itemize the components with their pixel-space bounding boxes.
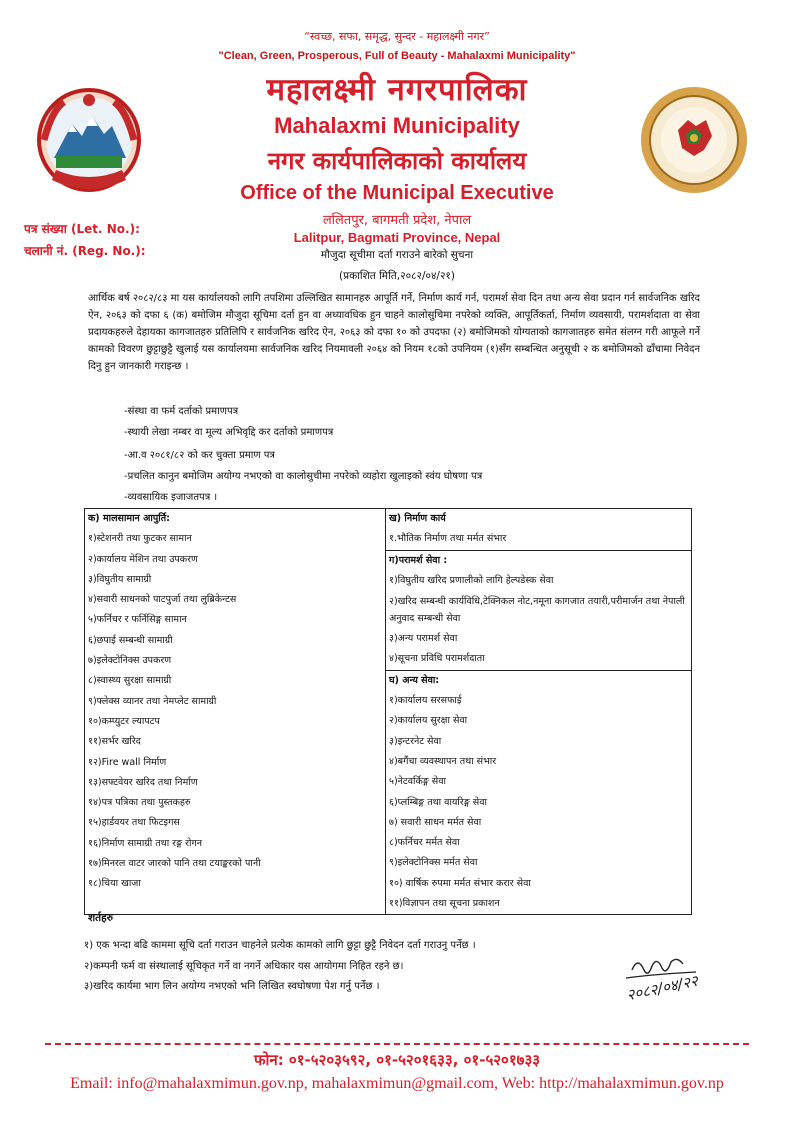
goods-item: १८)चिया खाजा <box>88 878 141 890</box>
other-service-item: ४)बगैंचा व्यवस्थापन तथा संभार <box>389 755 497 767</box>
condition-item: १) एक भन्दा बढि काममा सूचि दर्ता गराउन चाहनेले प्रत्येक कामको लागि छुट्टा छुट्टै निवेदन दर्ता गराउनु पर्नेछ । <box>84 940 476 951</box>
services-column <box>386 509 692 915</box>
slogan-nepali: “स्वच्छ, सफा, समृद्ध, सुन्दर - महालक्ष्मी नगर” <box>304 30 490 43</box>
goods-item: १२)Fire wall निर्माण <box>88 756 167 768</box>
construction-item: १.भौतिक निर्माण तथा मर्मत संभार <box>389 533 507 545</box>
other-service-item: ६)प्लम्बिङ्ग तथा वायरिङ्ग सेवा <box>389 796 487 808</box>
footer-divider <box>45 1043 749 1045</box>
goods-item: ८)स्वास्थ्य सुरक्षा सामाग्री <box>88 675 172 687</box>
goods-item: १५)हार्डवयर तथा फिटइगस <box>88 817 180 829</box>
municipality-name-nepali: महालक्ष्मी नगरपालिका <box>266 72 528 108</box>
other-service-item: १)कार्यालय सरसफाई <box>389 695 462 707</box>
consulting-item: ४)सूचना प्रविधि परामर्शदाता <box>389 653 485 665</box>
condition-item: ३)खरिद कार्यमा भाग लिन अयोग्य नभएको भनि लिखित स्वघोषणा पेश गर्नु पर्नेछ । <box>84 981 380 992</box>
goods-item: २)कार्यालय मेशिन तथा उपकरण <box>88 553 198 565</box>
goods-item: ७)इलेक्टोनिक्स उपकरण <box>88 655 172 667</box>
goods-item: १३)सफ्टवेयर खरिद तथा निर्माण <box>88 776 198 788</box>
goods-item: १६)निर्माण सामाग्री तथा रङ्ग रोगन <box>88 837 203 849</box>
goods-item: ४)सवारी साधनको पाटपुर्जा तथा लुब्रिकेन्टस <box>88 594 237 606</box>
other-service-item: १०) वार्षिक रुपमा मर्मत संभार करार सेवा <box>389 877 531 889</box>
other-service-item: ११)विज्ञापन तथा सूचना प्रकाशन <box>389 898 500 910</box>
published-date: (प्रकाशित मिति,२०८२/०४/२१) <box>339 270 455 282</box>
consulting-item: २)खरिद सम्बन्धी कार्यविधि,टेक्निकल नोट,नमूना कागजात तयारी,परीमार्जन तथा नेपाली अनुवाद सम्बन्धी सेवा <box>389 596 685 625</box>
office-name-english: Office of the Municipal Executive <box>240 182 554 204</box>
procurement-categories-table <box>84 508 692 915</box>
consulting-item: ३)अन्य परामर्श सेवा <box>389 633 458 645</box>
nepal-emblem-icon <box>30 84 148 202</box>
municipality-seal-icon <box>638 84 750 196</box>
consulting-header: ग)परामर्श सेवा : <box>386 550 691 571</box>
goods-item: १)स्टेशनरी तथा फुटकर सामान <box>88 533 192 545</box>
other-service-item: ७) सवारी साधन मर्मत सेवा <box>389 816 482 828</box>
goods-column <box>85 509 386 915</box>
requirement-item: -प्रचलित कानुन बमोजिम अयोग्य नभएको वा कालोसुचीमा नपरेको व्यहोरा खुलाइको स्वंय घोषणा पत्र <box>124 471 483 482</box>
consulting-item: १)विघुतीय खरिद प्रणालीको लागि हेल्पडेस्क सेवा <box>389 574 554 586</box>
office-name-nepali: नगर कार्यपालिकाको कार्यालय <box>267 147 527 175</box>
notice-subject: मौजुदा सूचीमा दर्ता गराउने बारेको सुचना <box>320 249 474 261</box>
registration-number-label: चलानी नं. (Reg. No.): <box>24 244 146 258</box>
signature <box>612 948 752 1008</box>
requirement-item: -संस्था वा फर्म दर्ताको प्रमाणपत्र <box>124 406 239 417</box>
other-service-item: ३)इन्टरनेट सेवा <box>389 735 442 747</box>
condition-item: २)कम्पनी फर्म वा संस्थालाई सूचिकृत गर्ने वा नगर्ने अधिकार यस आयोगमा निहित रहने छ। <box>84 961 404 972</box>
notice-body: आर्थिक बर्ष २०८२/८३ मा यस कार्यालयको लागि तपशिमा उल्लिखित सामानहरु आपूर्ति गर्ने, निर्माण कार्य गर्न, परामर्श सेवा दिन तथा अन्य सेवा प्रदान गर्न सार्वजनिक खरिद ऐन, २०६३ को दफा ६ (क) बमोजिम मौजुदा सूचिमा दर्ता हुन वा अध्यावधिक हुन चाहने कालोसुचिमा नपरेको व्यक्ति, आपूर्तिकर्ता, निर्माण व्यवसायी, परामर्शदाता वा सेवा प्रदायकहरुले देहायका कागजातहरु प्रतिलिपि र सार्वजनिक खरिद ऐन, २०६३ को दफा १० को उपदफा (२) बमोजिमको योग्यताको कागजातहरु समेत संलग्न गरी आफूले गर्ने कामको विवरण छुट्टाछुट्टै खुलाई यस कार्यालयमा सार्वजनिक खरिद नियमावली २०६४ को नियम १८को उपनियम (१)सँग सम्बन्धित अनुसूची २ क बमोजिमको ढाँचामा निवेदन दिनु हुन जानकारी गराइन्छ । <box>88 293 700 372</box>
signature-date: २०८२/०४/२२ <box>624 971 700 1005</box>
goods-item: ६)छपाई सम्बन्धी सामाग्री <box>88 634 173 646</box>
goods-item: ९)फ्लेक्स व्यानर तथा नेमप्लेट सामाग्री <box>88 695 217 707</box>
goods-header: क) मालसामान आपुर्ति: <box>88 513 170 524</box>
construction-header: ख) निर्माण कार्य <box>389 513 446 524</box>
goods-item: १४)पत्र पत्रिका तथा पुस्तकहरु <box>88 797 191 809</box>
goods-item: १७)मिनरल वाटर जारको पानि तथा टयाङ्करको पानी <box>88 858 261 870</box>
other-service-item: ९)इलेक्टोनिक्स मर्मत सेवा <box>389 857 478 869</box>
requirement-item: -आ.व २०८१/८२ को कर चुक्ता प्रमाण पत्र <box>124 450 275 461</box>
other-services-header: घ) अन्य सेवा: <box>386 670 691 691</box>
requirement-item: -व्यवसायिक इजाजतपत्र । <box>124 492 218 503</box>
letter-number-label: पत्र संख्या (Let. No.): <box>24 222 140 236</box>
slogan-english: "Clean, Green, Prosperous, Full of Beauty - Mahalaxmi Municipality" <box>218 50 576 62</box>
address-nepali: ललितपुर, बागमती प्रदेश, नेपाल <box>322 213 472 228</box>
municipality-name-english: Mahalaxmi Municipality <box>274 113 520 138</box>
footer-phone: फोन: ०१-५२०३५९२, ०१-५२०१६३३, ०१-५२०१७३३ <box>253 1051 541 1069</box>
goods-item: १०)कम्प्युटर ल्यापटप <box>88 715 160 727</box>
other-service-item: २)कार्यालय सुरक्षा सेवा <box>389 715 468 727</box>
other-service-item: ५)नेटवर्किङ्ग सेवा <box>389 776 446 788</box>
conditions-title: शर्तहरु <box>88 912 113 924</box>
footer-contact: Email: info@mahalaxmimun.gov.np, mahalaxmimun@gmail.com, Web: http://mahalaxmimun.gov.np <box>70 1075 724 1092</box>
requirement-item: -स्थायी लेखा नम्बर वा मूल्य अभिवृद्दि कर दर्ताको प्रमाणपत्र <box>124 427 334 438</box>
goods-item: ५)फर्निचर र फर्निसिङ्ग सामान <box>88 614 187 626</box>
address-english: Lalitpur, Bagmati Province, Nepal <box>293 230 501 245</box>
goods-item: ३)विघुतीय सामाग्री <box>88 573 152 585</box>
goods-item: ११)सर्भर खरिद <box>88 736 141 748</box>
other-service-item: ८)फर्निचर मर्मत सेवा <box>389 837 460 849</box>
